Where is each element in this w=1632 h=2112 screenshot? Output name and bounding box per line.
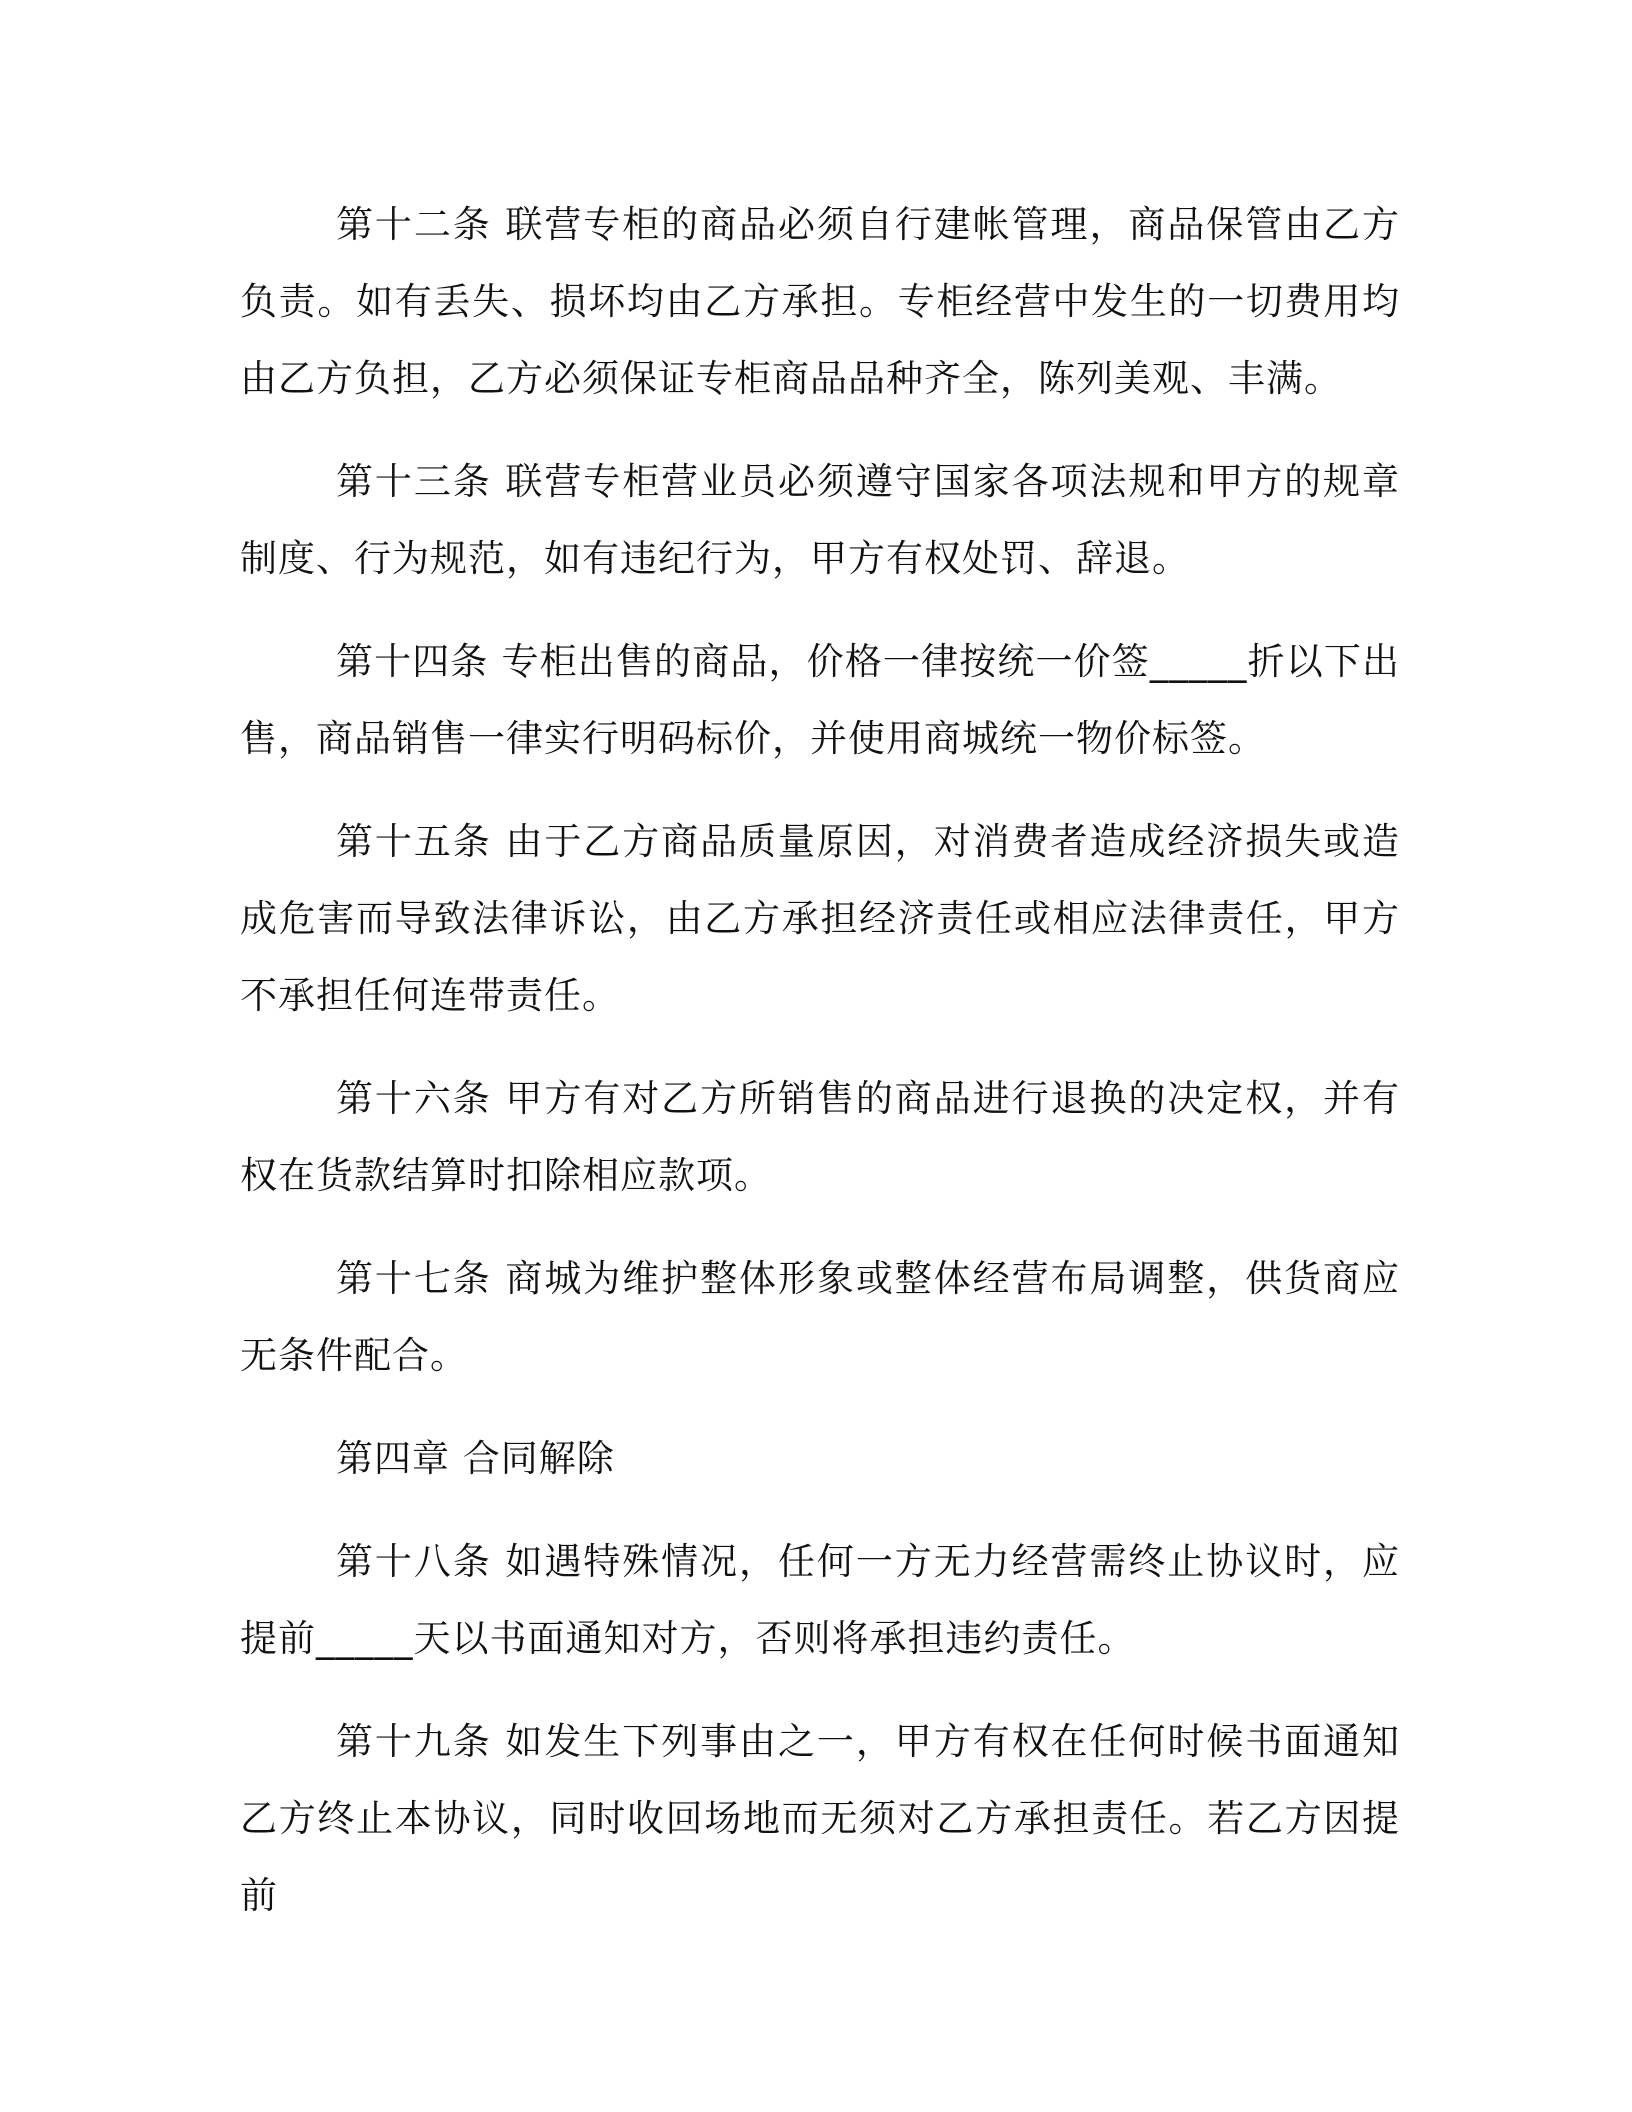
document-page — [240, 186, 1400, 1960]
chapter-4-heading — [240, 1420, 1400, 1497]
discount-blank: _____ — [1149, 640, 1248, 683]
article-16-paragraph — [240, 1060, 1400, 1214]
article-18-paragraph — [240, 1523, 1400, 1677]
article-14-text-after: 折以下出售，商品销售一律实行明码标价，并使用商城统一物价标签。 — [240, 640, 1400, 760]
article-13-paragraph — [240, 443, 1400, 597]
article-16-text: 第十六条 甲方有对乙方所销售的商品进行退换的决定权，并有权在货款结算时扣除相应款项。 — [240, 1077, 1400, 1197]
article-19-paragraph — [240, 1703, 1400, 1934]
article-18-text-after: 天以书面通知对方，否则将承担违约责任。 — [413, 1617, 1136, 1660]
article-15-paragraph — [240, 803, 1400, 1034]
article-13-text: 第十三条 联营专柜营业员必须遵守国家各项法规和甲方的规章制度、行为规范，如有违纪行为，甲方有权处罚、辞退。 — [240, 460, 1400, 580]
notice-days-blank: _____ — [316, 1617, 414, 1660]
chapter-4-title: 第四章 合同解除 — [336, 1437, 615, 1480]
article-17-paragraph — [240, 1240, 1400, 1394]
article-14-text-before: 第十四条 专柜出售的商品，价格一律按统一价签 — [336, 640, 1150, 683]
article-17-text: 第十七条 商城为维护整体形象或整体经营布局调整，供货商应无条件配合。 — [240, 1257, 1400, 1377]
article-18-text-before: 第十八条 如遇特殊情况，任何一方无力经营需终止协议时，应提前 — [240, 1540, 1400, 1660]
article-12-text: 第十二条 联营专柜的商品必须自行建帐管理，商品保管由乙方负责。如有丢失、损坏均由乙方承担。专柜经营中发生的一切费用均由乙方负担，乙方必须保证专柜商品品种齐全，陈列美观、丰满。 — [240, 203, 1400, 400]
article-19-text: 第十九条 如发生下列事由之一，甲方有权在任何时候书面通知乙方终止本协议，同时收回场地而无须对乙方承担责任。若乙方因提前 — [240, 1720, 1400, 1917]
article-14-paragraph — [240, 623, 1400, 777]
article-12-paragraph — [240, 186, 1400, 417]
article-15-text: 第十五条 由于乙方商品质量原因，对消费者造成经济损失或造成危害而导致法律诉讼，由乙方承担经济责任或相应法律责任，甲方不承担任何连带责任。 — [240, 820, 1400, 1017]
